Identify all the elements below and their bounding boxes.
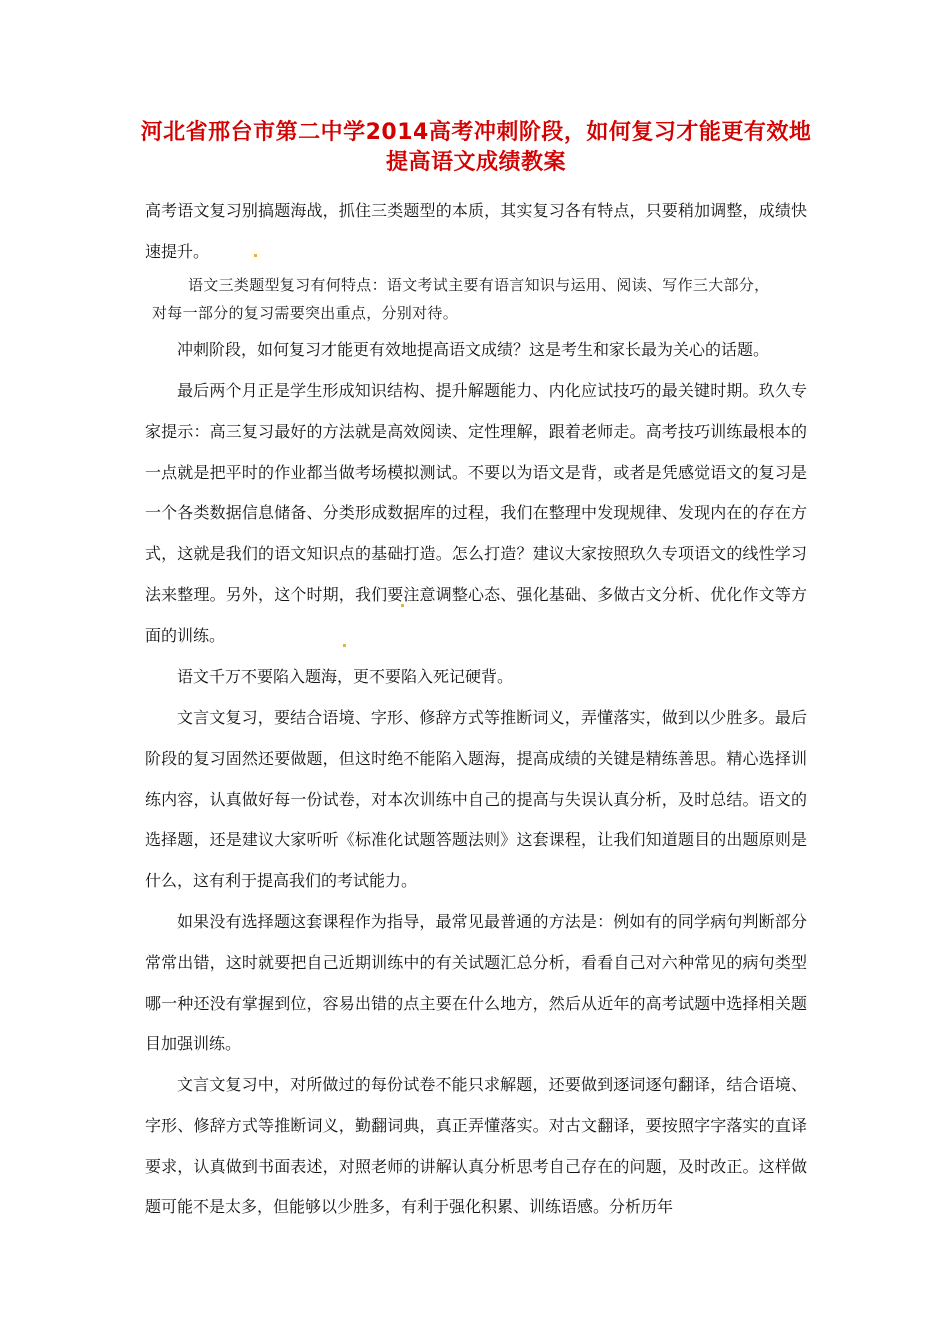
image-text-line-1: 语文三类题型复习有何特点：语文考试主要有语言知识与运用、阅读、写作三大部分，	[188, 276, 770, 294]
scan-artifact-dot	[401, 604, 404, 607]
title-line-2: 提高语文成绩教案	[385, 150, 566, 175]
image-text-line-2: 对每一部分的复习需要突出重点，分别对待。	[152, 304, 459, 322]
paragraph-1: 冲刺阶段，如何复习才能更有效地提高语文成绩？这是考生和家长最为关心的话题。	[177, 340, 770, 359]
intro-paragraph: 高考语文复习别搞题海战，抓住三类题型的本质，其实复习各有特点，只要稍加调整，成绩快速提升。	[145, 201, 807, 261]
paragraph-2: 最后两个月正是学生形成知识结构、提升解题能力、内化应试技巧的最关键时期。玖久专家提示：高三复习最好的方法就是高效阅读、定性理解，跟着老师走。高考技巧训练最根本的一点就是把平时的作业都当做考场模拟测试。不要以为语文是背，或者是凭感觉语文的复习是一个各类数据信息储备、分类形成数据库的过程，我们在整理中发现规律、发现内在的存在方式，这就是我们的语文知识点的基础打造。怎么打造？建议大家按照玖久专项语文的线性学习法来整理。另外，这个时期，我们要注意调整心态、强化基础、多做古文分析、优化作文等方面的训练。	[145, 381, 807, 645]
paragraph-5: 如果没有选择题这套课程作为指导，最常见最普通的方法是：例如有的同学病句判断部分常常出错，这时就要把自己近期训练中的有关试题汇总分析，看看自己对六种常见的病句类型哪一种还没有掌握到位，容易出错的点主要在什么地方，然后从近年的高考试题中选择相关题目加强训练。	[145, 912, 807, 1054]
embedded-text-image	[152, 271, 800, 327]
paragraph-6: 文言文复习中，对所做过的每份试卷不能只求解题，还要做到逐词逐句翻译，结合语境、字形、修辞方式等推断词义，勤翻词典，真正弄懂落实。对古文翻译，要按照字字落实的直译要求，认真做到书面表述，对照老师的讲解认真分析思考自己存在的问题，及时改正。这样做题可能不是太多，但能够以少胜多，有利于强化积累、训练语感。分析历年	[145, 1075, 807, 1217]
document-title	[120, 118, 832, 178]
paragraph-4: 文言文复习，要结合语境、字形、修辞方式等推断词义，弄懂落实，做到以少胜多。最后阶段的复习固然还要做题，但这时绝不能陷入题海，提高成绩的关键是精练善思。精心选择训练内容，认真做好每一份试卷，对本次训练中自己的提高与失误认真分析，及时总结。语文的选择题，还是建议大家听听《标准化试题答题法则》这套课程，让我们知道题目的出题原则是什么，这有利于提高我们的考试能力。	[145, 708, 807, 891]
scan-artifact-dot	[254, 254, 257, 257]
scan-artifact-dot	[343, 644, 346, 647]
title-line-1: 河北省邢台市第二中学2014高考冲刺阶段，如何复习才能更有效地	[140, 120, 812, 145]
paragraph-3: 语文千万不要陷入题海，更不要陷入死记硬背。	[177, 667, 514, 686]
